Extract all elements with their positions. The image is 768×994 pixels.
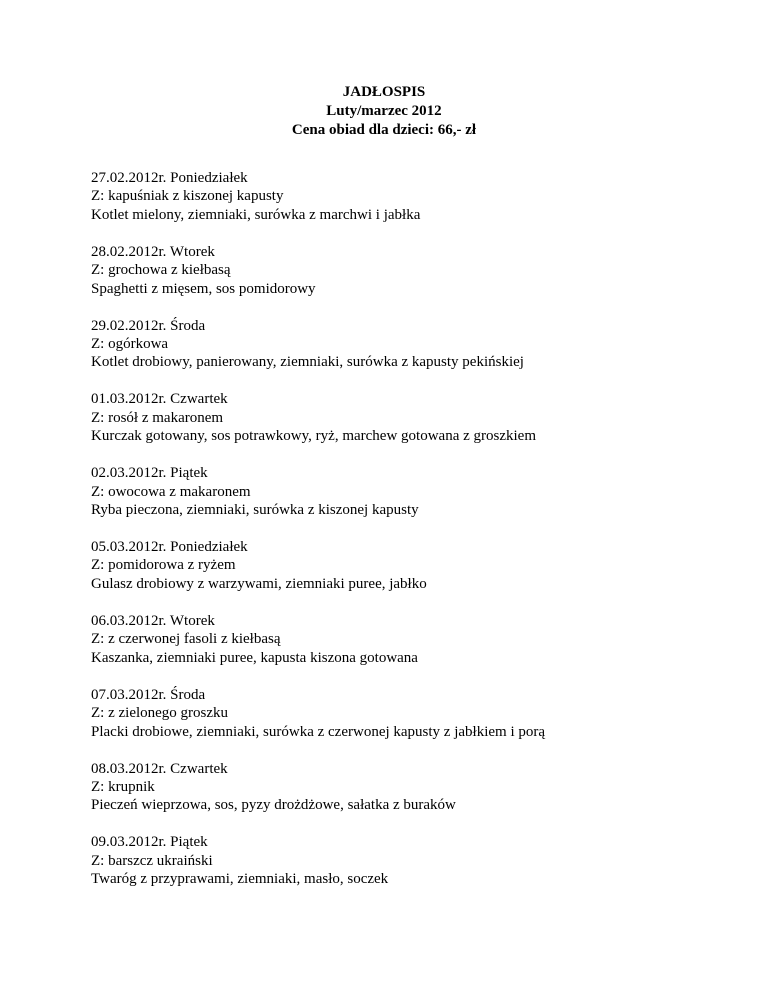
day-date: 02.03.2012r. Piątek xyxy=(91,465,208,482)
day-date: 28.02.2012r. Wtorek xyxy=(91,243,215,260)
day-soup: Z: krupnik xyxy=(91,778,155,795)
menu-period: Luty/marzec 2012 xyxy=(326,103,442,119)
day-soup: Z: rosół z makaronem xyxy=(91,409,224,426)
menu-day xyxy=(91,686,731,741)
menu-day xyxy=(91,760,731,815)
day-soup: Z: z czerwonej fasoli z kiełbasą xyxy=(91,631,281,648)
day-main-course: Kotlet mielony, ziemniaki, surówka z marchwi i jabłka xyxy=(91,206,421,223)
day-date: 06.03.2012r. Wtorek xyxy=(91,612,215,629)
day-main-course: Spaghetti z mięsem, sos pomidorowy xyxy=(91,280,316,297)
price-info: Cena obiad dla dzieci: 66,- zł xyxy=(291,122,477,138)
menu-day xyxy=(91,612,731,667)
day-soup: Z: owocowa z makaronem xyxy=(91,483,251,500)
day-main-course: Kotlet drobiowy, panierowany, ziemniaki, surówka z kapusty pekińskiej xyxy=(91,354,524,371)
day-soup: Z: grochowa z kiełbasą xyxy=(91,262,231,279)
day-soup: Z: pomidorowa z ryżem xyxy=(91,557,236,574)
menu-header xyxy=(0,83,768,140)
menu-day xyxy=(91,317,731,372)
day-soup: Z: z zielonego groszku xyxy=(91,705,229,722)
day-main-course: Kaszanka, ziemniaki puree, kapusta kiszona gotowana xyxy=(91,649,418,666)
day-date: 08.03.2012r. Czwartek xyxy=(91,760,228,777)
day-main-course: Twaróg z przyprawami, ziemniaki, masło, soczek xyxy=(91,871,389,888)
document-title: JADŁOSPIS xyxy=(342,84,426,100)
day-soup: Z: barszcz ukraiński xyxy=(91,852,213,869)
day-main-course: Kurczak gotowany, sos potrawkowy, ryż, marchew gotowana z groszkiem xyxy=(91,428,536,445)
menu-day xyxy=(91,538,731,593)
menu-day xyxy=(91,390,731,445)
menu-day xyxy=(91,464,731,519)
day-soup: Z: kapuśniak z kiszonej kapusty xyxy=(91,188,284,205)
menu-day xyxy=(91,243,731,298)
day-date: 01.03.2012r. Czwartek xyxy=(91,391,228,408)
day-soup: Z: ogórkowa xyxy=(91,336,169,353)
menu-list xyxy=(91,169,731,907)
day-date: 09.03.2012r. Piątek xyxy=(91,834,208,851)
day-main-course: Ryba pieczona, ziemniaki, surówka z kiszonej kapusty xyxy=(91,502,419,519)
day-main-course: Placki drobiowe, ziemniaki, surówka z czerwonej kapusty z jabłkiem i porą xyxy=(91,723,546,740)
day-date: 27.02.2012r. Poniedziałek xyxy=(91,170,248,186)
menu-day xyxy=(91,169,731,224)
day-main-course: Pieczeń wieprzowa, sos, pyzy drożdżowe, sałatka z buraków xyxy=(91,797,456,814)
day-main-course: Gulasz drobiowy z warzywami, ziemniaki puree, jabłko xyxy=(91,575,427,592)
day-date: 07.03.2012r. Środa xyxy=(91,686,206,703)
day-date: 29.02.2012r. Środa xyxy=(91,317,206,334)
day-date: 05.03.2012r. Poniedziałek xyxy=(91,539,248,556)
menu-day xyxy=(91,833,731,888)
